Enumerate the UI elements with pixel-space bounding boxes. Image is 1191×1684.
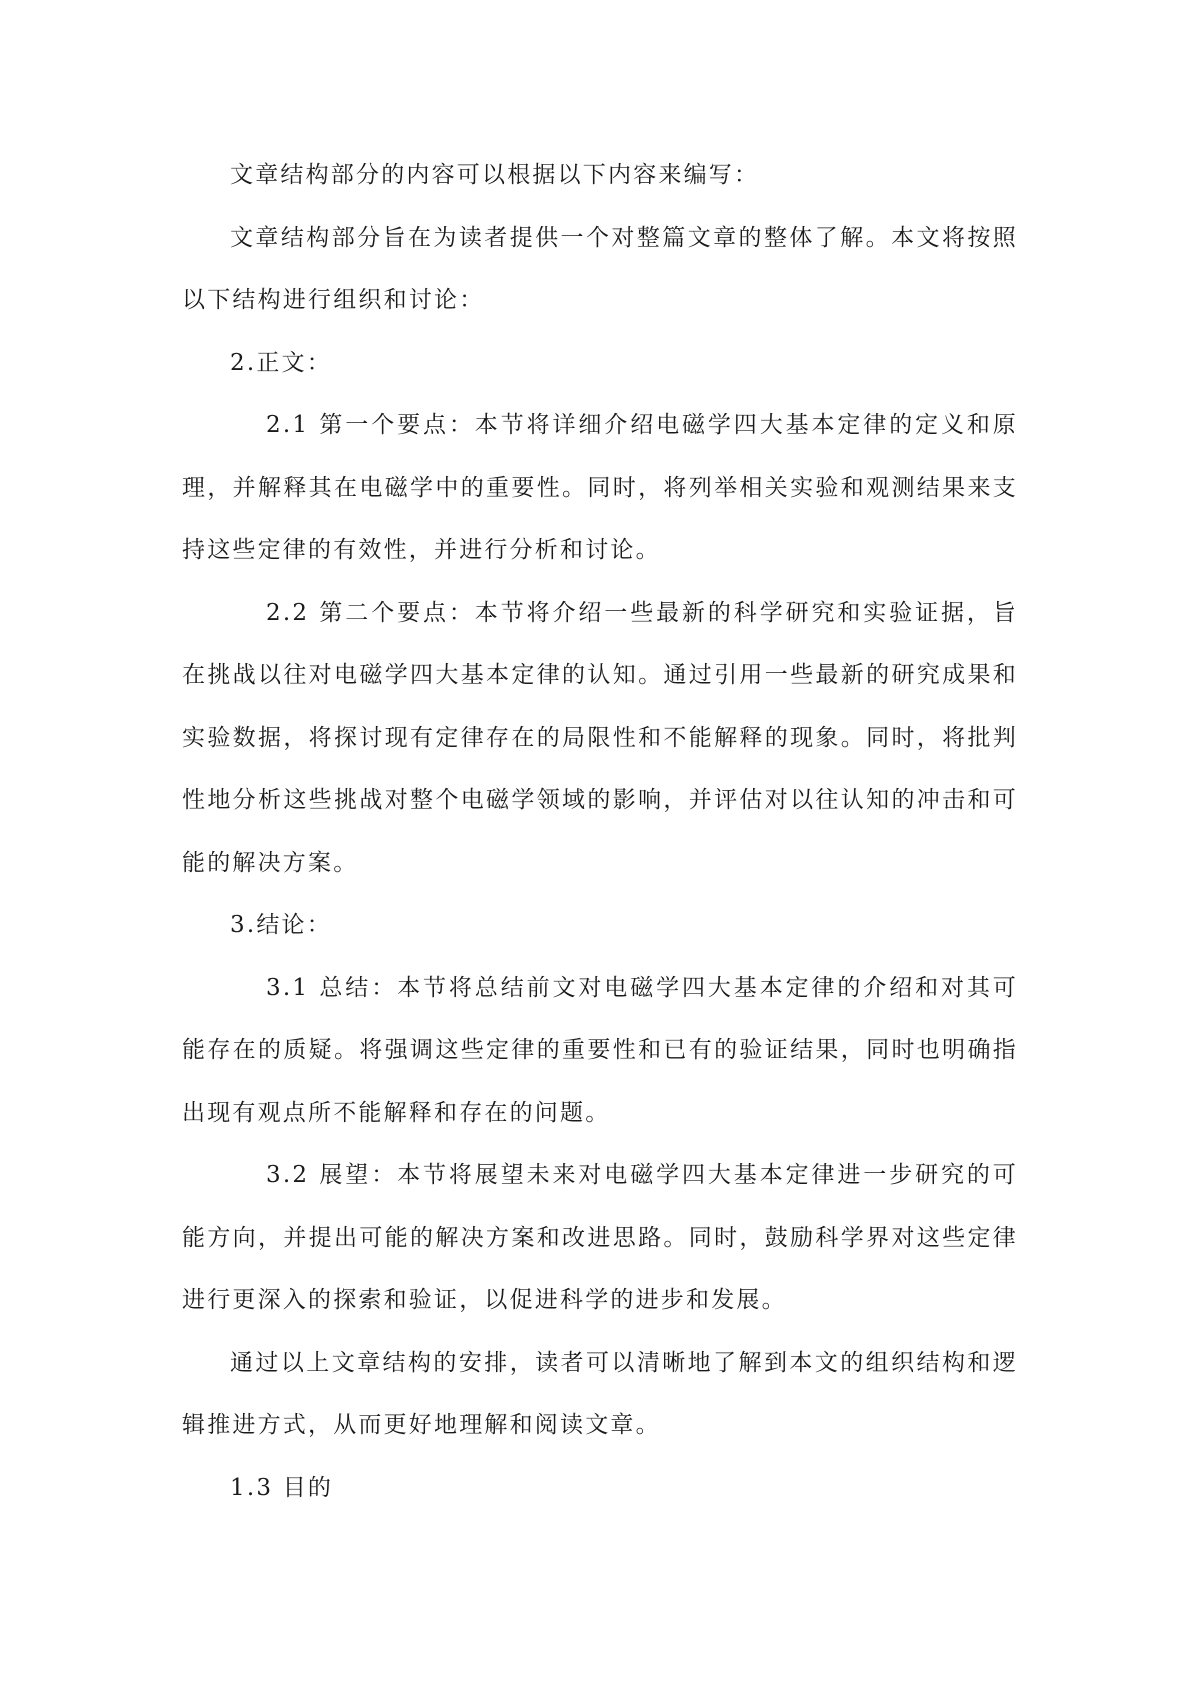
paragraph-structure-overview: 文章结构部分旨在为读者提供一个对整篇文章的整体了解。本文将按照以下结构进行组织和讨论： [182, 224, 1018, 313]
section-heading-conclusion: 3.结论： [230, 912, 332, 938]
paragraph-point-2-1: 2.1 第一个要点：本节将详细介绍电磁学四大基本定律的定义和原理，并解释其在电磁学中的重要性。同时，将列举相关实验和观测结果来支持这些定律的有效性，并进行分析和讨论。 [182, 412, 1018, 563]
section-heading-body: 2.正文： [230, 349, 332, 376]
paragraph-closing: 通过以上文章结构的安排，读者可以清晰地了解到本文的组织结构和逻辑推进方式，从而更好地理解和阅读文章。 [182, 1349, 1018, 1438]
section-heading-purpose: 1.3 目的 [230, 1474, 334, 1501]
paragraph-intro-line: 文章结构部分的内容可以根据以下内容来编写： [230, 162, 760, 188]
document-body [182, 144, 1018, 1519]
paragraph-point-2-2: 2.2 第二个要点：本节将介绍一些最新的科学研究和实验证据，旨在挑战以往对电磁学四大基本定律的认知。通过引用一些最新的研究成果和实验数据，将探讨现有定律存在的局限性和不能解释的现象。同时，将批判性地分析这些挑战对整个电磁学领域的影响，并评估对以往认知的冲击和可能的解决方案。 [182, 599, 1018, 876]
paragraph-point-3-2: 3.2 展望：本节将展望未来对电磁学四大基本定律进一步研究的可能方向，并提出可能的解决方案和改进思路。同时，鼓励科学界对这些定律进行更深入的探索和验证，以促进科学的进步和发展。 [182, 1162, 1018, 1313]
paragraph-point-3-1: 3.1 总结：本节将总结前文对电磁学四大基本定律的介绍和对其可能存在的质疑。将强调这些定律的重要性和已有的验证结果，同时也明确指出现有观点所不能解释和存在的问题。 [182, 974, 1018, 1126]
